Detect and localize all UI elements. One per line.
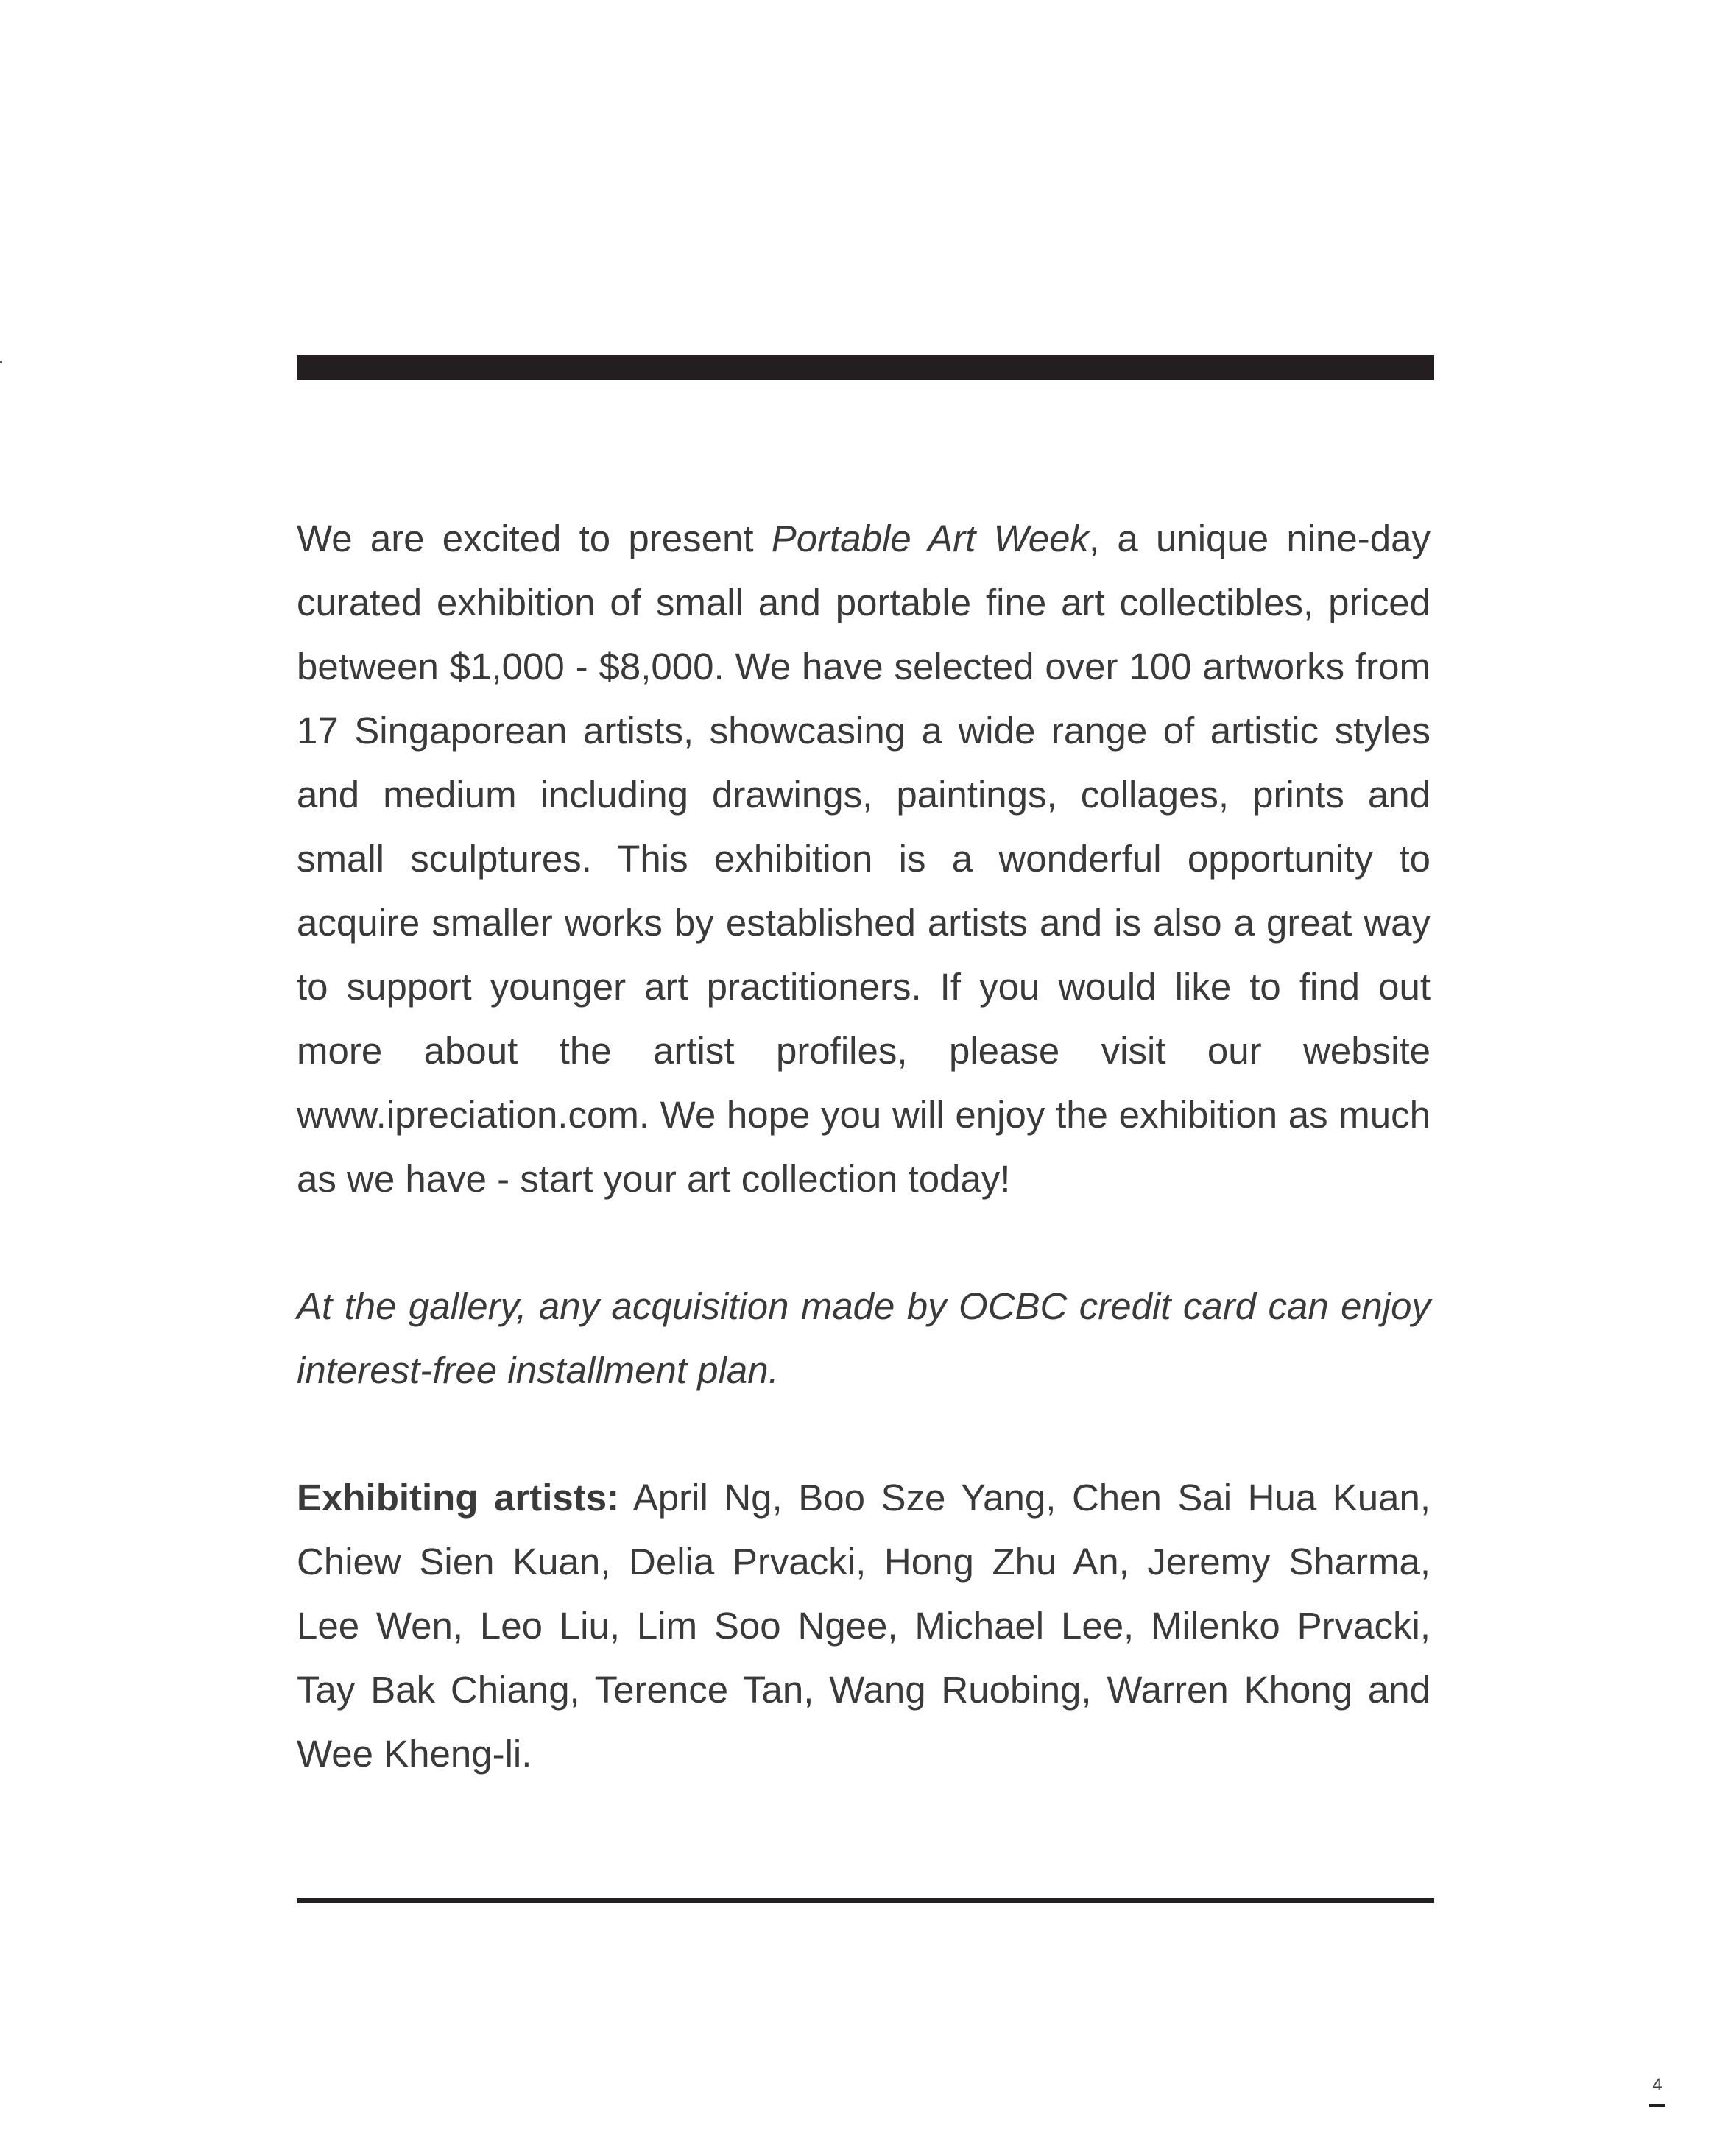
- page-number-underline: [1649, 2104, 1665, 2107]
- artists-label: Exhibiting artists:: [297, 1477, 620, 1519]
- payment-note: At the gallery, any acquisition made by OCBC credit card can enjoy interest-free installment plan.: [297, 1285, 1431, 1391]
- artists-list: April Ng, Boo Sze Yang, Chen Sai Hua Kuan, Chiew Sien Kuan, Delia Prvacki, Hong Zhu An, Jeremy Sharma, Lee Wen, Leo Liu, Lim Soo Ngee, Michael Lee, Milenko Prvacki, Tay Bak Chiang, Terence Tan, Wang Ruobing, Warren Khong and Wee Kheng-li.: [297, 1477, 1431, 1775]
- page-number: 4: [1652, 2075, 1662, 2095]
- header-bar: [297, 355, 1434, 380]
- intro-text-before-title: We are excited to present: [297, 517, 772, 559]
- intro-paragraph: [297, 506, 1431, 1211]
- bottom-divider: [297, 1898, 1434, 1903]
- artists-paragraph: [297, 1466, 1431, 1786]
- intro-text-after-title: , a unique nine-day curated exhibition of small and portable fine art collectibles, priced between $1,000 - $8,000. We have selected over 100 artworks from 17 Singaporean artists, showcasing a wide range of artistic styles and medium including drawings, paintings, collages, prints and small sculptures. This exhibition is a wonderful opportunity to acquire smaller works by established artists and is also a great way to support younger art practitioners. If you would like to find out more about the artist profiles, please visit our website www.ipreciation.com. We hope you will enjoy the exhibition as much as we have - start your art collection today!: [297, 517, 1431, 1200]
- body-text: [297, 506, 1431, 1786]
- edge-mark: [0, 361, 2, 363]
- exhibition-title: Portable Art Week: [771, 517, 1089, 559]
